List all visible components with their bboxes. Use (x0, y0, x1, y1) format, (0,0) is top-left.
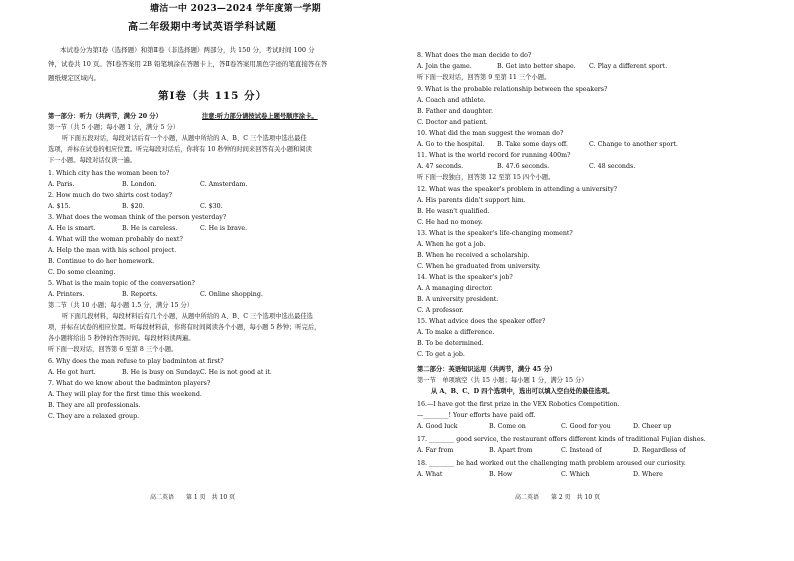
option: A. 47 seconds. (417, 163, 464, 170)
option: A. He is smart. (48, 225, 96, 232)
option: B. He is busy on Sunday. (122, 369, 201, 376)
intro-line: 题纸规定区域内。 (48, 74, 100, 82)
dialogue-subheading: 听下面一段对话，回答第 9 至第 11 三个小题。 (417, 74, 551, 81)
option: A. What (417, 471, 443, 478)
option: A. Far from (417, 447, 454, 454)
option: A. His parents didn't support him. (417, 197, 526, 204)
option: C. A professor. (417, 307, 464, 314)
option: B. $20. (122, 203, 145, 210)
question-4: 4. What will the woman probably do next? (48, 236, 183, 243)
intro-line: 钟，试卷共 10 页。答Ⅰ卷答案用 2B 铅笔填涂在答题卡上，答Ⅱ卷答案用黑色字迹的笔直接答在答 (48, 60, 328, 68)
question-14: 14. What is the speaker's job? (417, 274, 513, 281)
option: C. Doctor and patient. (417, 119, 488, 126)
section1-instruction: 下一小题。每段对话仅读一遍。 (48, 157, 137, 164)
option: D. Where (633, 471, 663, 478)
section2-heading: 第二节（共 10 小题；每小题 1.5 分，满分 15 分） (48, 302, 194, 309)
option: B. Get into better shape. (497, 63, 576, 70)
option: C. Amsterdam. (200, 181, 248, 188)
part1-note: 注意:听力部分请按试卷上题号顺序涂卡。 (202, 113, 318, 120)
section1-heading: 第一节 单项填空（共 15 小题；每小题 1 分，满分 15 分） (417, 377, 588, 384)
section1-instruction: 选项，并标在试卷的相应位置。听完每段对话后，你将有 10 秒钟的时间来回答有关小题和阅读 (48, 146, 312, 153)
right-page (397, 0, 794, 561)
section2-instruction: 听下面几段材料，每段材料后有几个小题，从题中所给的 A、B、C 三个选项中选出最佳选 (62, 313, 313, 320)
option: A. Join the game. (417, 63, 472, 70)
option: C. He had no money. (417, 219, 483, 226)
question-13: 13. What is the speaker's life-changing moment? (417, 230, 573, 237)
question-7: 7. What do we know about the badminton players? (48, 380, 211, 387)
question-17: 17. ________ good service, the restaurant offers different kinds of traditional Fujian dishes. (417, 436, 706, 443)
section2-instruction: 各小题将给出 5 秒钟的作答时间。每段材料读两遍。 (48, 335, 195, 342)
question-6: 6. Why does the man refuse to play badminton at first? (48, 358, 224, 365)
page-footer: 高二英语 第 2 页 共 10 页 (515, 494, 601, 501)
option: B. Apart from (489, 447, 533, 454)
option: B. Father and daughter. (417, 108, 493, 115)
option: A. Printers. (48, 291, 85, 298)
option: C. Change to another sport. (589, 141, 678, 148)
option: B. Reports. (122, 291, 158, 298)
volume-title: 第Ⅰ卷（共 115 分） (158, 90, 268, 102)
question-10: 10. What did the man suggest the woman do? (417, 130, 564, 137)
option: B. Come on (489, 423, 526, 430)
monologue-subheading: 听下面一段独白，回答第 12 至第 15 四个小题。 (417, 174, 555, 181)
option: C. Which (561, 471, 590, 478)
option: A. A managing director. (417, 285, 493, 292)
option: C. To get a job. (417, 351, 465, 358)
section2-instruction: 项，并标在试卷的相应位置。听每段材料前，你将有时间阅读各个小题，每小题 5 秒钟；听完后， (48, 324, 321, 331)
option: C. They are a relaxed group. (48, 413, 140, 420)
option: C. Online shopping. (200, 291, 263, 298)
exam-title: 高二年级期中考试英语学科试题 (128, 22, 277, 33)
question-16-line2: —________! Your efforts have paid off. (417, 412, 536, 419)
option: B. A university president. (417, 296, 499, 303)
question-2: 2. How much do two shirts cost today? (48, 192, 173, 199)
question-11: 11. What is the world record for running 400m? (417, 152, 571, 159)
option: C. He is brave. (200, 225, 248, 232)
section1-heading: 第一节（共 5 小题；每小题 1 分，满分 5 分） (48, 124, 180, 131)
option: A. When he got a job. (417, 241, 486, 248)
question-3: 3. What does the woman think of the person yesterday? (48, 214, 227, 221)
section2-subheading: 听下面一段对话，回答第 6 至第 8 三个小题。 (48, 346, 178, 353)
option: D. Cheer up (633, 423, 672, 430)
option: C. Instead of (561, 447, 602, 454)
option: C. Play a different sport. (589, 63, 668, 70)
section1-instruction: 听下面五段对话，每段对话后有一个小题，从题中所给的 A、B、C 三个选项中选出最佳 (62, 135, 307, 142)
part1-heading: 第一部分：听力（共两节，满分 20 分） (48, 113, 162, 120)
option: A. They will play for the first time this weekend. (48, 391, 202, 398)
question-9: 9. What is the probable relationship between the speakers? (417, 86, 608, 93)
option: A. $15. (48, 203, 71, 210)
option: B. He is careless. (122, 225, 178, 232)
intro-line: 本试卷分为第Ⅰ卷（选择题）和第Ⅱ卷（非选择题）两部分，共 150 分，考试时间 100 分 (60, 46, 315, 54)
option: C. Good for you (561, 423, 611, 430)
option: B. Continue to do her homework. (48, 258, 155, 265)
option: A. Paris. (48, 181, 75, 188)
option: C. He is not good at it. (200, 369, 272, 376)
option: A. Go to the hospital. (417, 141, 485, 148)
question-12: 12. What was the speaker's problem in attending a university? (417, 186, 618, 193)
question-16: 16.—I have got the first prize in the VEX Robotics Competition. (417, 401, 620, 408)
option: C. Do some cleaning. (48, 269, 116, 276)
question-8: 8. What does the man decide to do? (417, 52, 532, 59)
option: A. He got hurt. (48, 369, 96, 376)
option: C. $30. (200, 203, 223, 210)
option: B. How (489, 471, 513, 478)
page-footer: 高二英语 第 1 页 共 10 页 (150, 494, 236, 501)
question-5: 5. What is the main topic of the conversation? (48, 280, 195, 287)
option: B. 47.6 seconds. (497, 163, 550, 170)
option: B. When he received a scholarship. (417, 252, 530, 259)
part2-heading: 第二部分：英语知识运用（共两节，满分 45 分） (417, 366, 557, 373)
option: A. Help the man with his school project. (48, 247, 177, 254)
section1-instruction: 从 A、B、C、D 四个选项中，选出可以填入空白处的最佳选项。 (431, 388, 614, 395)
option: D. Regardless of (633, 447, 686, 454)
option: B. Take some days off. (497, 141, 568, 148)
option: B. To be determined. (417, 340, 484, 347)
option: B. London. (122, 181, 157, 188)
option: A. Good luck (417, 423, 458, 430)
option: C. 48 seconds. (589, 163, 636, 170)
option: B. They are all professionals. (48, 402, 141, 409)
option: B. He wasn't qualified. (417, 208, 490, 215)
question-18: 18. ________ he had worked out the challenging math problem aroused our curiosity. (417, 460, 686, 467)
option: A. To make a difference. (417, 329, 495, 336)
school-title: 塘沽一中 2023—2024 学年度第一学期 (150, 4, 321, 14)
question-1: 1. Which city has the woman been to? (48, 170, 170, 177)
option: C. When he graduated from university. (417, 263, 541, 270)
question-15: 15. What advice does the speaker offer? (417, 318, 546, 325)
option: A. Coach and athlete. (417, 97, 486, 104)
